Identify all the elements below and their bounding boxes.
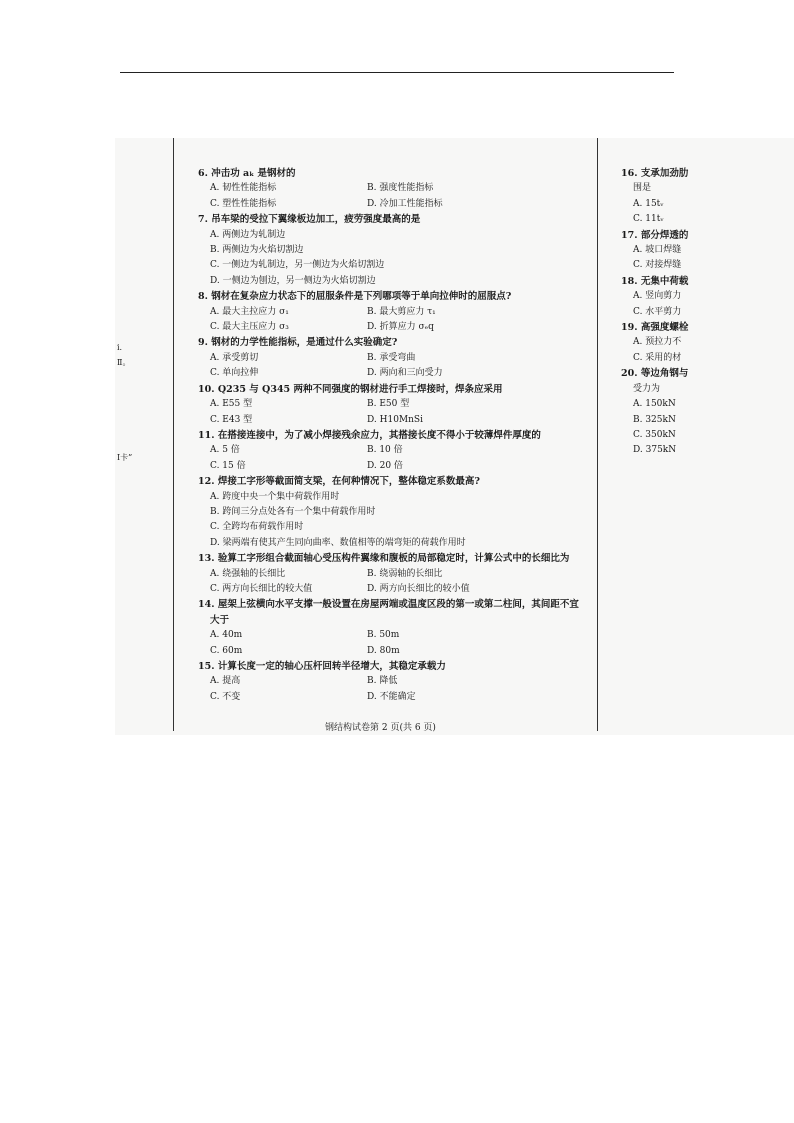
left-column-border [173, 138, 174, 731]
question-stem: 16. 支承加劲肋 [621, 168, 689, 179]
answer-option: D. 不能确定 [367, 691, 416, 702]
answer-option: A. E55 型 [210, 399, 253, 410]
answer-option: B. 最大剪应力 τ₁ [367, 306, 436, 317]
option-grid [198, 567, 588, 598]
answer-option: A. 5 倍 [210, 445, 240, 456]
right-column-border [597, 138, 598, 731]
answer-option: B. 两侧边为火焰切割边 [210, 245, 304, 256]
left-margin-fragment: Ⅰ卡” [117, 453, 133, 462]
answer-option: C. 60m [210, 645, 243, 656]
answer-option: C. 两方向长细比的较大值 [210, 583, 313, 594]
question-stem: 19. 高强度螺栓 [621, 322, 689, 334]
answer-option: D. 冷加工性能指标 [367, 198, 443, 209]
question-block [198, 551, 588, 597]
answer-option: C. 15 倍 [210, 460, 246, 471]
question-stem: 9. 钢材的力学性能指标，是通过什么实验确定? [198, 337, 398, 349]
question-block [198, 289, 588, 335]
answer-option: A. 15tᵥ [633, 198, 664, 209]
answer-option: A. 韧性性能指标 [210, 183, 277, 194]
option-grid [198, 305, 588, 336]
answer-option: A. 绕强轴的长细比 [210, 568, 286, 579]
question-stem: 6. 冲击功 aₖ 是钢材的 [198, 168, 296, 179]
answer-option: A. 跨度中央一个集中荷载作用时 [210, 491, 340, 502]
answer-option: C. 不变 [210, 691, 241, 702]
question-stem: 18. 无集中荷载 [621, 275, 689, 287]
question-block [198, 428, 588, 474]
question-stem-continuation: 大于 [210, 614, 230, 626]
question-stem: 10. Q235 与 Q345 两种不同强度的钢材进行手工焊接时，焊条应采用 [198, 383, 503, 395]
answer-option: A. 承受剪切 [210, 352, 259, 363]
right-column-questions [621, 166, 794, 459]
answer-option: C. 全跨均布荷载作用时 [210, 522, 304, 533]
answer-option: D. 一侧边为刨边，另一侧边为火焰切割边 [210, 275, 376, 286]
answer-option: A. 提高 [210, 676, 241, 687]
answer-option: C. 单向拉伸 [210, 368, 259, 379]
option-grid [198, 181, 588, 212]
option-grid [198, 628, 588, 659]
question-stem: 11. 在搭接连接中，为了减小焊接残余应力，其搭接长度不得小于较薄焊件厚度的 [198, 429, 541, 441]
question-block [198, 597, 588, 659]
question-stem: 8. 钢材在复杂应力状态下的屈服条件是下列哪项等于单向拉伸时的屈服点? [198, 291, 512, 303]
answer-option: B. 50m [367, 630, 400, 641]
answer-option: B. 承受弯曲 [367, 352, 416, 363]
answer-option: A. 竖向剪力 [633, 291, 682, 302]
answer-option: 围是 [633, 183, 652, 194]
answer-option: A. 两侧边为轧制边 [210, 229, 286, 240]
answer-option: 受力为 [633, 383, 661, 394]
answer-option: C. 350kN [633, 429, 676, 440]
left-margin-fragment: Ⅱ。 [117, 358, 131, 367]
answer-option: D. 20 倍 [367, 460, 403, 471]
question-stem: 17. 部分焊透的 [621, 229, 689, 241]
answer-option: B. 10 倍 [367, 445, 403, 456]
question-block [198, 335, 588, 381]
answer-option: D. 折算应力 σₑq [367, 322, 434, 333]
option-grid [198, 443, 588, 474]
answer-option: C. 采用的材 [633, 352, 682, 363]
question-stem: 20. 等边角钢与 [621, 368, 689, 380]
answer-option: D. H10MnSi [367, 414, 423, 425]
answer-option: B. 降低 [367, 676, 398, 687]
answer-option: B. 325kN [633, 414, 676, 425]
top-rule [120, 72, 674, 73]
question-block [198, 212, 588, 289]
answer-option: A. 最大主拉应力 σ₁ [210, 306, 289, 317]
question-block [198, 659, 588, 705]
question-stem: 12. 焊接工字形等截面简支梁，在何种情况下，整体稳定系数最高? [198, 476, 480, 488]
answer-option: B. 强度性能指标 [367, 183, 434, 194]
left-margin-fragment: i. [117, 343, 123, 352]
answer-option: B. 绕弱轴的长细比 [367, 568, 443, 579]
answer-option: D. 两向和三向受力 [367, 368, 443, 379]
answer-option: D. 80m [367, 645, 400, 656]
question-block [198, 166, 588, 212]
answer-option: C. 塑性性能指标 [210, 198, 277, 209]
answer-option: C. 11tᵥ [633, 214, 664, 225]
answer-option: A. 150kN [633, 399, 676, 410]
question-stem: 15. 计算长度一定的轴心压杆回转半径增大，其稳定承载力 [198, 661, 446, 672]
option-grid [198, 674, 588, 705]
answer-option: C. E43 型 [210, 414, 253, 425]
answer-option: C. 对接焊缝 [633, 260, 682, 271]
page-footer: 钢结构试卷第 2 页(共 6 页) [325, 723, 436, 733]
answer-option: A. 坡口焊缝 [633, 245, 682, 256]
answer-option: C. 水平剪力 [633, 306, 682, 317]
option-grid [198, 351, 588, 382]
option-grid [198, 397, 588, 428]
answer-option: D. 梁两端有使其产生同向曲率、数值相等的端弯矩的荷载作用时 [210, 537, 466, 548]
question-list [198, 166, 588, 705]
answer-option: A. 40m [210, 630, 243, 641]
answer-option: C. 一侧边为轧制边，另一侧边为火焰切割边 [210, 260, 385, 271]
question-stem: 14. 屋架上弦横向水平支撑一般设置在房屋两端或温度区段的第一或第二柱间，其间距不宜 [198, 599, 579, 611]
question-block [198, 474, 588, 551]
question-block [198, 382, 588, 428]
answer-option: A. 预拉力不 [633, 337, 682, 348]
answer-option: D. 两方向长细比的较小值 [367, 583, 470, 594]
answer-option: B. E50 型 [367, 399, 410, 410]
answer-option: D. 375kN [633, 445, 677, 456]
question-stem: 13. 验算工字形组合截面轴心受压构件翼缘和腹板的局部稳定时，计算公式中的长细比为 [198, 553, 570, 565]
answer-option: B. 跨间三分点处各有一个集中荷载作用时 [210, 506, 376, 517]
answer-option: C. 最大主压应力 σ₃ [210, 322, 289, 333]
question-stem: 7. 吊车梁的受拉下翼缘板边加工，疲劳强度最高的是 [198, 214, 421, 226]
